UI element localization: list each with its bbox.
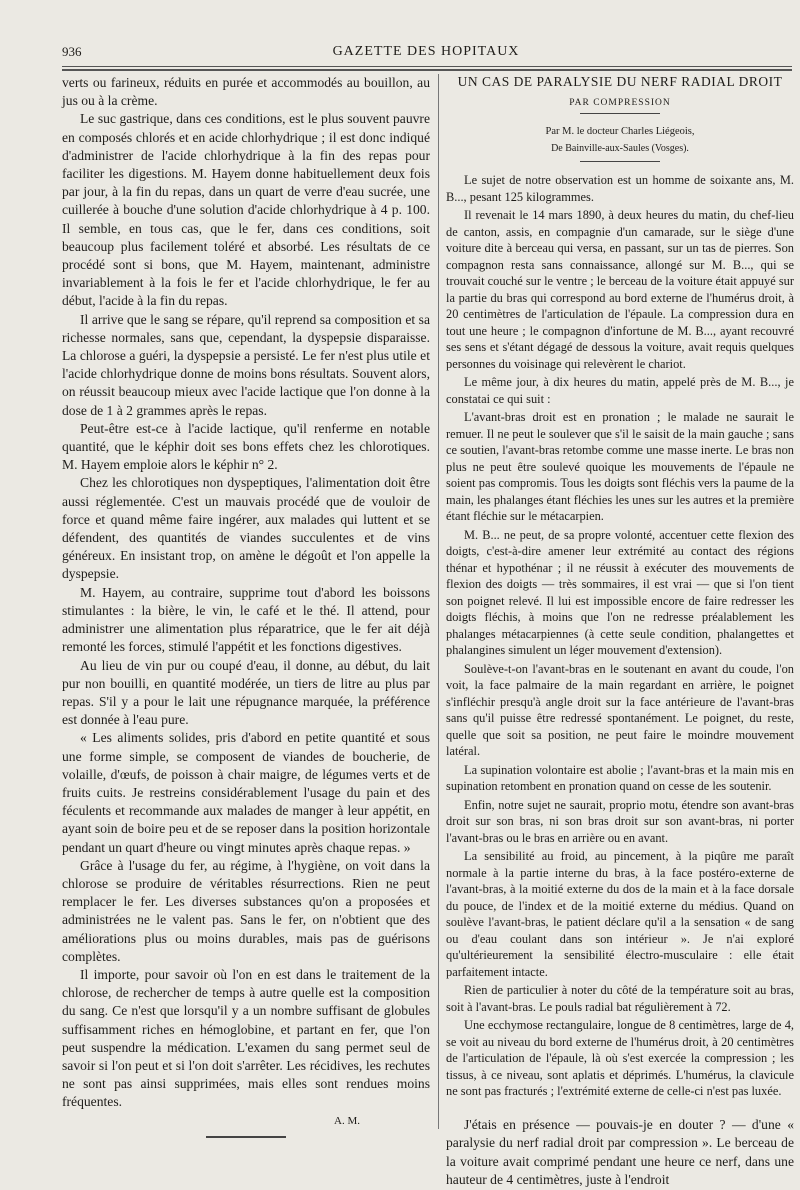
- right-column: [446, 74, 794, 1187]
- left-column: [62, 74, 430, 1139]
- paragraph: Rien de particulier à noter du côté de la température soit au bras, soit à l'avant-bras. Le pouls radial bat régulièrement à 72.: [446, 983, 794, 1014]
- paragraph: Soulève-t-on l'avant-bras en le soutenant en avant du coude, l'on voit, la face palmaire de la main regardant en arrière, le poignet s'infléchir presqu'à angle droit sur la face antérieure de l'avant-bras sans qu'il puisse être redressé spontanément. Le poignet, du reste, quelle que soit sa position, ne peut faire le moindre mouvement latéral.: [446, 661, 794, 758]
- article-place: De Bainville-aux-Saules (Vosges).: [551, 142, 689, 154]
- paragraph: Peut-être est-ce à l'acide lactique, qu'il renferme en notable quantité, que le képhir doit ses bons effets chez les chlorotiques. M. Hayem emploie alors le képhir n° 2.: [62, 420, 430, 473]
- header-rule: [62, 66, 792, 67]
- paragraph: Il arrive que le sang se répare, qu'il reprend sa composition et sa richesse normales, sans que, cependant, la dyspepsie disparaisse. La chlorose a guéri, la dyspepsie a persisté. Le fer n'est plus utile et l'acide chlorhydrique donne de moins bons résultats. Souvent alors, on réussit beaucoup mieux avec l'acide lactique que l'on donne à la dose de 1 à 2 grammes après le repas.: [62, 311, 430, 418]
- signature: A. M.: [334, 1114, 360, 1127]
- paragraph: « Les aliments solides, pris d'abord en petite quantité et sous une forme simple, se composent de viandes de boucherie, de volaille, d'œufs, de poisson à chair maigre, de légumes verts et de fruits cuits. Je restreins considérablement l'usage du pain et des féculents et recommande aux malades de manger à leur appétit, en ayant soin de boire peu et de se reposer dans la position horizontale pendant un quart d'heure ou vingt minutes après chaque repas. »: [62, 730, 430, 855]
- article-subtitle: PAR COMPRESSION: [569, 97, 671, 108]
- article-title: UN CAS DE PARALYSIE DU NERF RADIAL DROIT: [457, 74, 783, 89]
- end-rule: [206, 1136, 286, 1138]
- paragraph: La supination volontaire est abolie ; l'avant-bras et la main mis en supination retombent en pronation quand on cesse de les soutenir.: [446, 762, 794, 793]
- paragraph: Au lieu de vin pur ou coupé d'eau, il donne, au début, du lait pur non bouilli, en quantité modérée, un tiers de litre au plus par repas. S'il y a pour le lait une répugnance marquée, la préférence est donnée à l'eau pure.: [62, 657, 430, 728]
- header-rule-thick: [62, 69, 792, 71]
- column-divider: [438, 74, 439, 1129]
- paragraph: M. B... ne peut, de sa propre volonté, accentuer cette flexion des doigts, c'est-à-dire amener leur extrémité au contact des régions thénar et hypothénar ; il ne réussit à exécuter des mouvements de flexion des doigts — très sommaires, il est vrai — que si l'on tient son poignet relevé. Il lui est impossible encore de faire redresser les doigts fléchis, à moins que l'on ne redresse préalablement les phalanges métacarpiennes (à cette seule condition, phalangettes et phalangines simulent un léger mouvement d'extension).: [446, 527, 794, 657]
- paragraph: Le même jour, à dix heures du matin, appelé près de M. B..., je constatai ce qui suit :: [446, 375, 794, 406]
- paragraph: Le suc gastrique, dans ces conditions, est le plus souvent pauvre en composés chlorés et en acide chlorhydrique ; il est donc indiqué d'administrer de l'acide chlorhydrique à la fin des repas pour faciliter les digestions. M. Hayem donne habituellement deux fois par jour, à la fin du repas, dans un quart de verre d'eau sucrée, une cuillerée à bouche d'une solution d'acide chlorhydrique à 4 p. 100. Il semble, en tous cas, que le fer, dans ces conditions, soit beaucoup plus facilement toléré et absorbé. Les résultats de ce procédé sont si bons, que M. Hayem, maintenant, administre invariablement à la fois le fer et l'acide chlorhydrique, le fer au début, l'acide à la fin du repas.: [62, 111, 430, 309]
- paragraph: Il revenait le 14 mars 1890, à deux heures du matin, du chef-lieu de canton, assis, en compagnie d'un camarade, sur le siège d'une voiture dite à berceau qui versa, en passant, sur un tas de pierres. Son compagnon resta sans connaissance, allongé sur M. B..., qui se trouvait couché sur le ventre ; le berceau de la voiture était appuyé sur la partie du bras qui correspond au bord externe de l'humérus droit, à 20 centimètres de l'articulation de l'épaule. La compression dura en tout une heure ; le compagnon d'infortune de M. B..., ayant recouvré ses sens et s'étant dégagé de dessous la voiture, avait requis quelques personnes du voisinage qui relevèrent le chariot.: [446, 208, 794, 371]
- article-author: Par M. le docteur Charles Liégeois,: [545, 126, 695, 137]
- journal-title: GAZETTE DES HOPITAUX: [332, 44, 520, 59]
- paragraph: Chez les chlorotiques non dyspeptiques, l'alimentation doit être aussi réglementée. C'est un mauvais procédé que de vouloir de force et quand même faire ingérer, aux malades qui luttent et se défendent, des quantités de viandes succulentes et de vins généreux. En insistant trop, on amène le dégoût et l'on appelle la dyspepsie.: [62, 475, 430, 582]
- paragraph: Une ecchymose rectangulaire, longue de 8 centimètres, large de 4, se voit au niveau du bord externe de l'humérus droit, à 20 centimètres de l'articulation de l'épaule, là où s'est exercée la compression ; les tissus, à ce niveau, sont aplatis et déprimés. L'humérus, la clavicule ne sont pas fracturés ; l'extrémité externe de celle-ci n'est pas luxée.: [446, 1018, 794, 1098]
- paragraph: L'avant-bras droit est en pronation ; le malade ne saurait le remuer. Il ne peut le soulever que s'il le saisit de la main gauche ; sans ce soutien, l'avant-bras retombe comme une masse inerte. Le bras non plus ne peut être soulevé quoique les mouvements de l'épaule ne soient pas compromis. Tous les doigts sont fléchis vers la paume de la main, les phalanges étant fléchies les unes sur les autres et la première étant fléchie sur le métacarpien.: [446, 410, 794, 523]
- author-rule: [580, 161, 660, 162]
- page-header: [62, 44, 790, 64]
- closing-paragraph: J'étais en présence — pouvais-je en douter ? — d'une « paralysie du nerf radial droit par compression ». Le berceau de la voiture avait comprimé pendant une heure ce nerf, dans une hauteur de 4 centimètres, juste à l'endroit: [446, 1116, 794, 1187]
- paragraph: La sensibilité au froid, au pincement, à la piqûre me paraît normale à la partie interne du bras, à la face postéro-externe de l'avant-bras, à la moitié externe du dos de la main et à la face dorsale du pouce, de l'index et de la moitié externe du médius. Quand on soulève l'avant-bras, le patient déclare qu'il a la sensation « de sang ou d'eau coulant dans son intérieur ». Je n'ai exploré qu'ultérieurement la sensibilité électro-musculaire : elle était parfaitement intacte.: [446, 849, 794, 979]
- page-number: 936: [62, 44, 82, 59]
- title-rule: [580, 113, 660, 114]
- paragraph: M. Hayem, au contraire, supprime tout d'abord les boissons stimulantes : la bière, le vin, le café et le thé. Il attend, pour administrer une alimentation plus réparatrice, que le fer ait déjà remonté les forces, stimulé l'appétit et les fonctions digestives.: [62, 584, 430, 655]
- paragraph: Grâce à l'usage du fer, au régime, à l'hygiène, on voit dans la chlorose se produire de véritables résurrections. Rien ne peut remplacer le fer. Les diverses substances qu'on a proposées et administrées ne le valent pas. Sans le fer, on n'obtient que des améliorations plus ou moins durables, mais pas de guérisons complètes.: [62, 857, 430, 964]
- paragraph: verts ou farineux, réduits en purée et accommodés au bouillon, au jus ou à la crème.: [62, 75, 430, 109]
- paragraph: Enfin, notre sujet ne saurait, proprio motu, étendre son avant-bras droit sur son bras, ni son bras droit sur son avant-bras, ni porter l'avant-bras ou le bras en arrière ou en avant.: [446, 797, 794, 845]
- paragraph: Il importe, pour savoir où l'on en est dans le traitement de la chlorose, de rechercher de temps à autre quelle est la composition du sang. Ce n'est que lorsqu'il y a un nombre suffisant de globules suffisamment riches en hémoglobine, et partant en fer, que l'on peut suspendre la médication. L'examen du sang permet seul de savoir si l'on peut et si l'on doit s'arrêter. Les récidives, les rechutes ne sont pas ainsi supprimées, mais elles sont rendues moins fréquentes.: [62, 966, 430, 1110]
- paragraph: Le sujet de notre observation est un homme de soixante ans, M. B..., pesant 125 kilogrammes.: [446, 173, 794, 204]
